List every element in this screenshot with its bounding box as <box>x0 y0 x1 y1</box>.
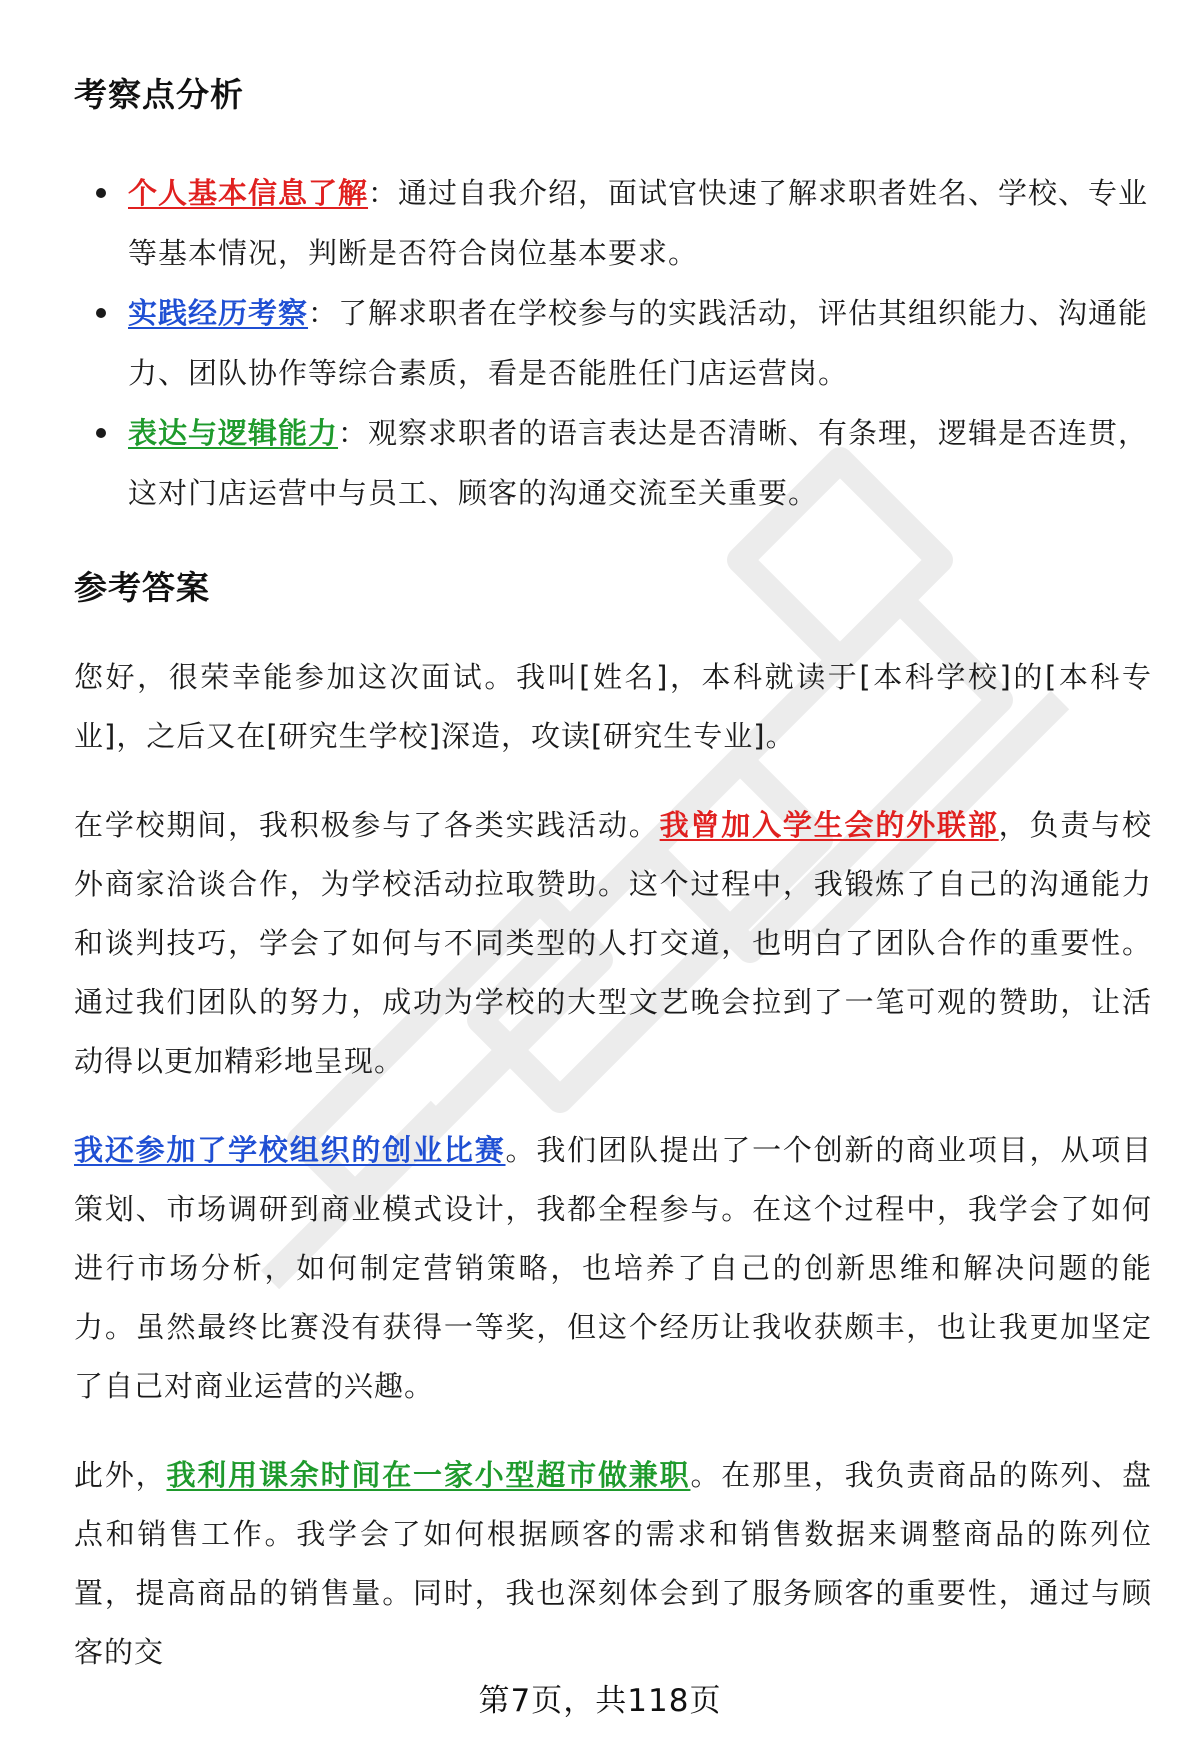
answer-paragraph-part-time <box>74 1446 1152 1682</box>
paragraph-highlight: 我还参加了学校组织的创业比赛 <box>74 1132 506 1167</box>
point-text: ：了解求职者在学校参与的实践活动，评估其组织能力、沟通能力、团队协作等综合素质，看是否能胜任门店运营岗。 <box>128 295 1149 390</box>
analysis-point <box>74 403 1152 523</box>
answer-paragraph-startup-contest <box>74 1121 1152 1416</box>
paragraph-text: 在学校期间，我积极参与了各类实践活动。 <box>74 807 660 842</box>
document-content <box>74 60 1152 1682</box>
bullet-dot <box>96 188 106 198</box>
paragraph-text: 此外， <box>74 1457 167 1492</box>
answer-paragraph-student-union <box>74 796 1152 1091</box>
paragraph-highlight: 我利用课余时间在一家小型超市做兼职 <box>166 1457 691 1492</box>
point-highlight: 实践经历考察 <box>128 295 309 330</box>
analysis-point <box>74 163 1152 283</box>
paragraph-text: 。在那里，我负责商品的陈列、盘点和销售工作。我学会了如何根据顾客的需求和销售数据来调整商品的陈列位置，提高商品的销售量。同时，我也深刻体会到了服务顾客的重要性，通过与顾客的交 <box>74 1457 1152 1669</box>
bullet-dot <box>96 308 106 318</box>
paragraph-highlight: 我曾加入学生会的外联部 <box>659 807 999 842</box>
answer-paragraph-intro: 您好，很荣幸能参加这次面试。我叫[姓名]，本科就读于[本科学校]的[本科专业]，之后又在[研究生学校]深造，攻读[研究生专业]。 <box>74 659 1152 753</box>
paragraph-text: ，负责与校外商家洽谈合作，为学校活动拉取赞助。这个过程中，我锻炼了自己的沟通能力和谈判技巧，学会了如何与不同类型的人打交道，也明白了团队合作的重要性。通过我们团队的努力，成功为学校的大型文艺晚会拉到了一笔可观的赞助，让活动得以更加精彩地呈现。 <box>74 807 1152 1078</box>
point-text: ：观察求职者的语言表达是否清晰、有条理，逻辑是否连贯，这对门店运营中与员工、顾客的沟通交流至关重要。 <box>128 415 1149 510</box>
analysis-point-list <box>74 163 1152 523</box>
section-title-answer: 参考答案 <box>74 567 210 607</box>
section-title-analysis: 考察点分析 <box>74 75 244 114</box>
paragraph-text: 。我们团队提出了一个创新的商业项目，从项目策划、市场调研到商业模式设计，我都全程参与。在这个过程中，我学会了如何进行市场分析，如何制定营销策略，也培养了自己的创新思维和解决问题的能力。虽然最终比赛没有获得一等奖，但这个经历让我收获颇丰，也让我更加坚定了自己对商业运营的兴趣。 <box>74 1132 1152 1403</box>
point-text: ：通过自我介绍，面试官快速了解求职者姓名、学校、专业等基本情况，判断是否符合岗位基本要求。 <box>128 175 1149 270</box>
page-number-footer: 第7页，共118页 <box>478 1683 722 1719</box>
point-highlight: 表达与逻辑能力 <box>128 415 339 450</box>
point-highlight: 个人基本信息了解 <box>128 175 369 210</box>
bullet-dot <box>96 428 106 438</box>
analysis-point <box>74 283 1152 403</box>
